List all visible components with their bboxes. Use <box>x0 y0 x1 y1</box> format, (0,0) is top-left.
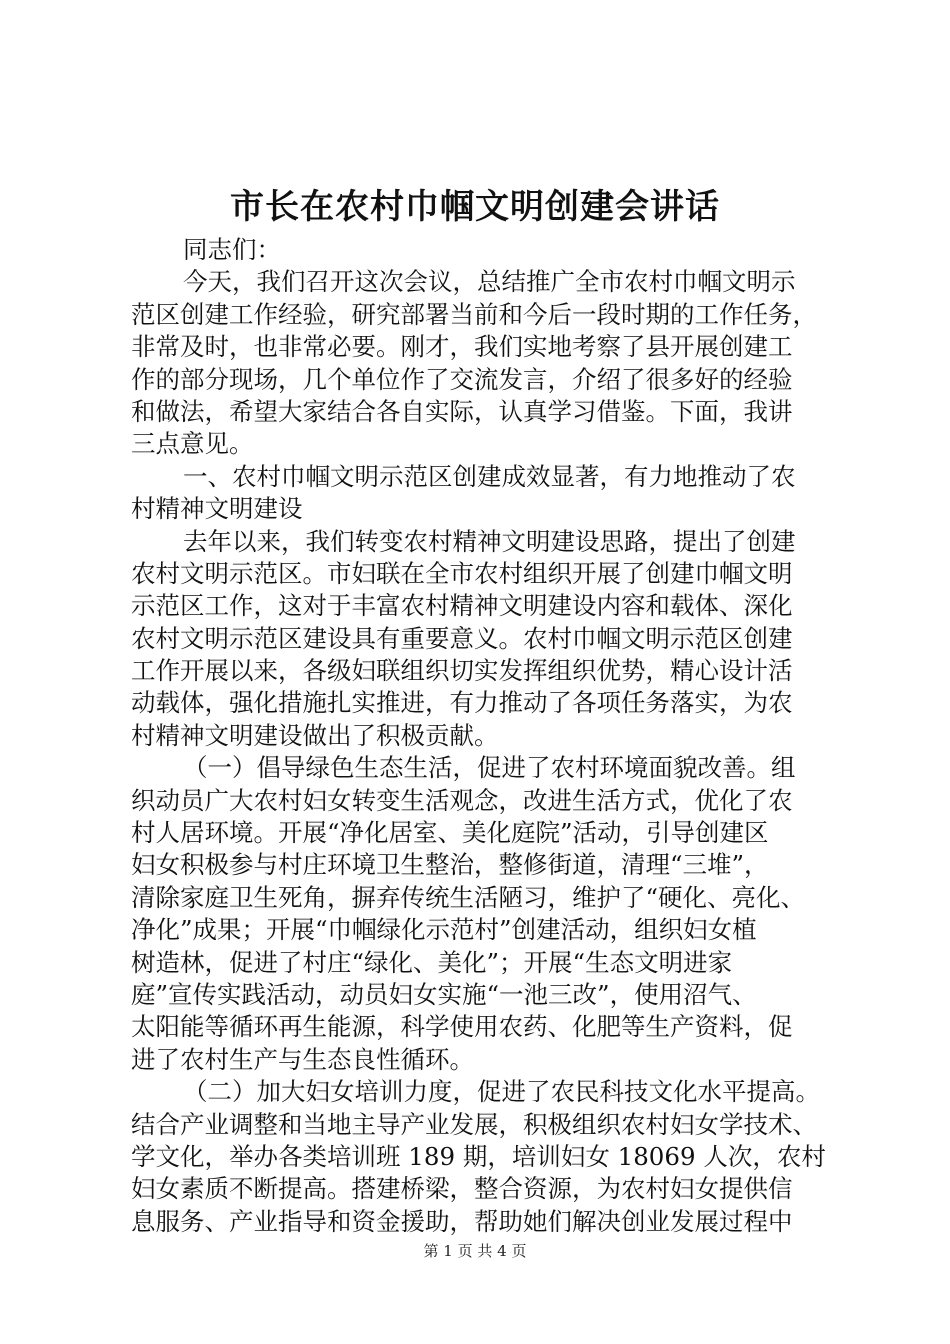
body-line: 范区创建工作经验，研究部署当前和今后一段时期的工作任务， <box>131 299 817 329</box>
body-line: 妇女素质不断提高。搭建桥梁，整合资源，为农村妇女提供信 <box>131 1174 793 1204</box>
body-line: 作的部分现场，几个单位作了交流发言，介绍了很多好的经验 <box>131 364 793 394</box>
body-line: 一、农村巾帼文明示范区创建成效显著，有力地推动了农 <box>183 461 796 491</box>
body-line: 村精神文明建设做出了积极贡献。 <box>131 720 499 750</box>
body-line: 动载体，强化措施扎实推进，有力推动了各项任务落实，为农 <box>131 688 793 718</box>
document-title: 市长在农村巾帼文明创建会讲话 <box>230 187 720 227</box>
body-line: （二）加大妇女培训力度，促进了农民科技文化水平提高。 <box>183 1077 820 1107</box>
body-line: 进了农村生产与生态良性循环。 <box>131 1044 474 1074</box>
body-line: 学文化，举办各类培训班 189 期，培训妇女 18069 人次，农村 <box>131 1141 826 1171</box>
body-line: 农村文明示范区。市妇联在全市农村组织开展了创建巾帼文明 <box>131 558 793 588</box>
body-line: 庭”宣传实践活动，动员妇女实施“一池三改”，使用沼气、 <box>131 979 757 1009</box>
body-line: 净化”成果；开展“巾帼绿化示范村”创建活动，组织妇女植 <box>131 915 757 945</box>
body-line: 工作开展以来，各级妇联组织切实发挥组织优势，精心设计活 <box>131 656 793 686</box>
page-footer: 第 1 页 共 4 页 <box>423 1242 527 1260</box>
document-body <box>131 234 831 1238</box>
body-line: 同志们： <box>183 235 281 264</box>
body-line: 示范区工作，这对于丰富农村精神文明建设内容和载体、深化 <box>131 591 793 621</box>
body-line: 农村文明示范区建设具有重要意义。农村巾帼文明示范区创建 <box>131 623 793 653</box>
body-line: 息服务、产业指导和资金援助，帮助她们解决创业发展过程中 <box>131 1206 793 1236</box>
body-line: 妇女积极参与村庄环境卫生整治，整修街道，清理“三堆”， <box>131 850 769 880</box>
body-line: （一）倡导绿色生态生活，促进了农村环境面貌改善。组 <box>183 753 796 783</box>
body-line: 结合产业调整和当地主导产业发展，积极组织农村妇女学技术、 <box>131 1109 817 1139</box>
body-line: 非常及时，也非常必要。刚才，我们实地考察了县开展创建工 <box>131 332 793 362</box>
body-line: 今天，我们召开这次会议，总结推广全市农村巾帼文明示 <box>183 267 796 297</box>
body-line: 清除家庭卫生死角，摒弃传统生活陋习，维护了“硬化、亮化、 <box>131 882 806 912</box>
body-line: 太阳能等循环再生能源，科学使用农药、化肥等生产资料，促 <box>131 1012 793 1042</box>
body-line: 去年以来，我们转变农村精神文明建设思路，提出了创建 <box>183 526 796 556</box>
body-line: 织动员广大农村妇女转变生活观念，改进生活方式，优化了农 <box>131 785 793 815</box>
body-line: 村精神文明建设 <box>131 494 303 524</box>
body-line: 和做法，希望大家结合各自实际，认真学习借鉴。下面，我讲 <box>131 396 793 426</box>
body-line: 村人居环境。开展“净化居室、美化庭院”活动，引导创建区 <box>131 818 769 848</box>
body-line: 树造林，促进了村庄“绿化、美化”；开展“生态文明进家 <box>131 947 733 977</box>
body-line: 三点意见。 <box>131 429 254 459</box>
